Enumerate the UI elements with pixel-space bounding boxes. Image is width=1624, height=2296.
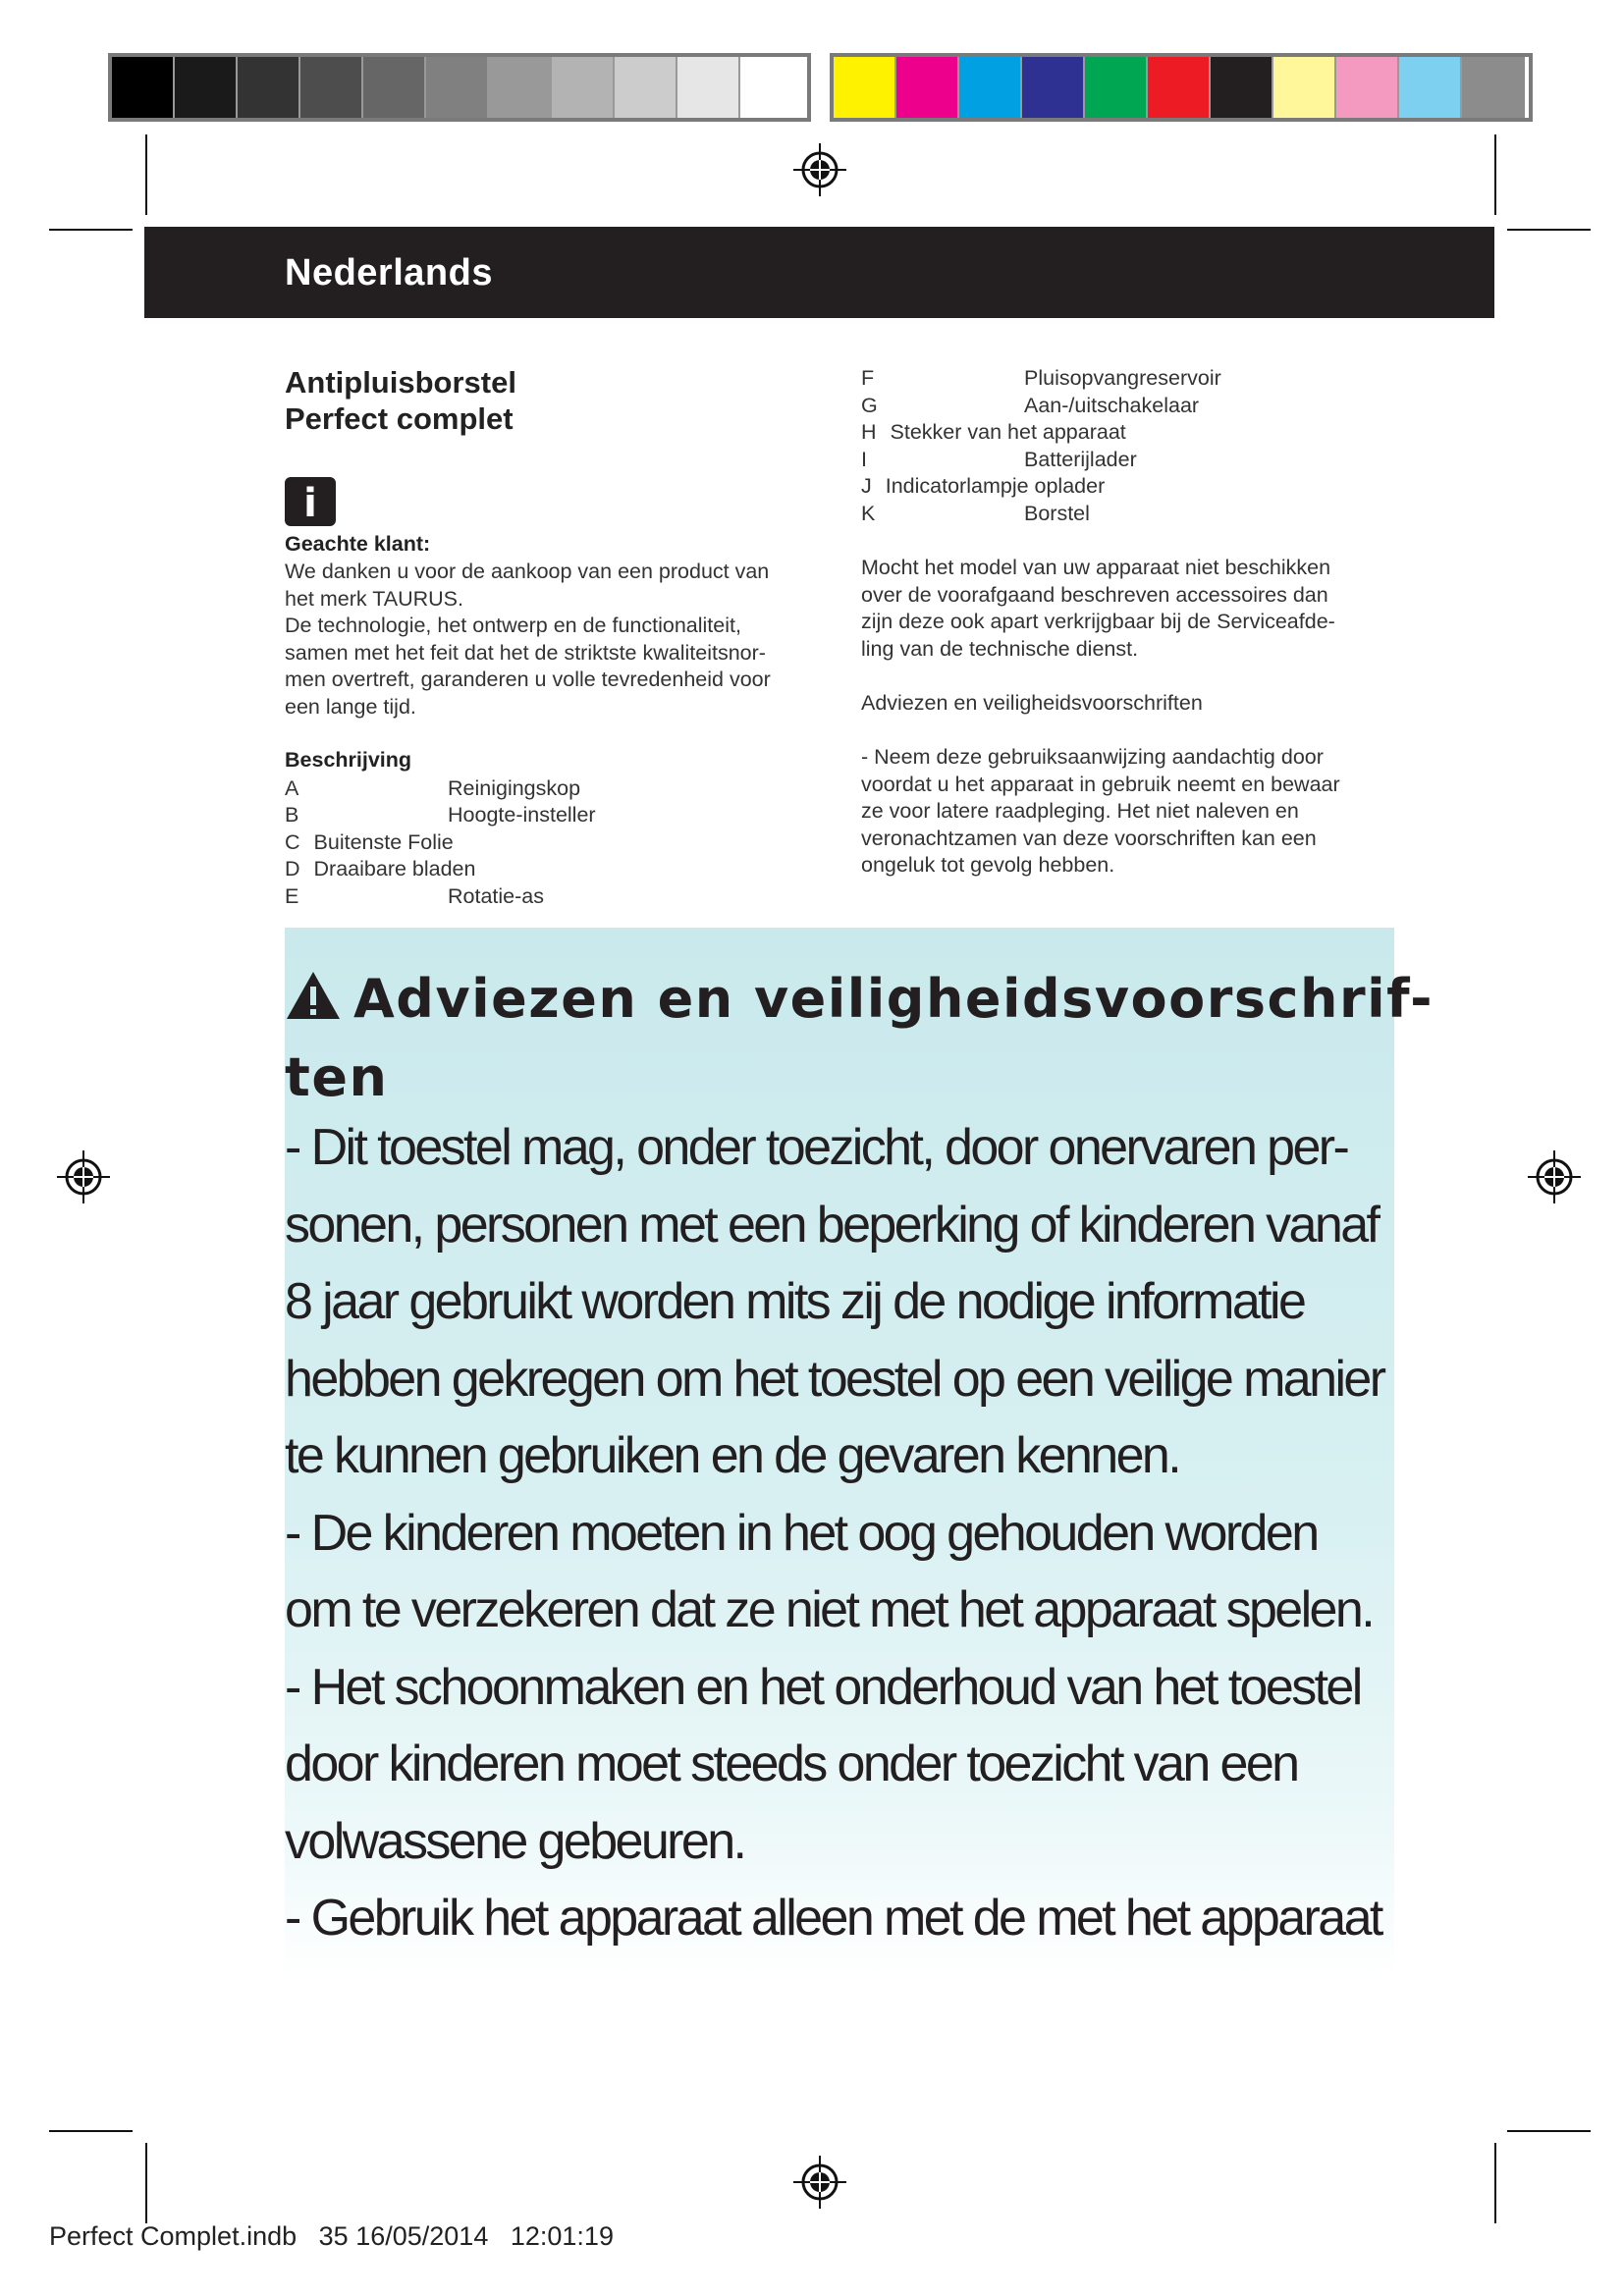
warning-triangle-icon [285,970,342,1021]
color-swatch [1148,57,1211,118]
gray-swatch [677,57,740,118]
list-item: C Buitenste Folie [285,830,454,854]
accessories-note: Mocht het model van uw apparaat niet beschikken over de voorafgaand beschreven accessoires dan zijn deze ook apart verkrijgbaar bij de Serviceafde- ling van de technische dienst. [861,556,1335,661]
color-swatch [1085,57,1148,118]
description-heading: Beschrijving [285,748,412,772]
list-item: I Batterijlader [861,448,1137,471]
gray-swatch [112,57,175,118]
list-item: D Draaibare bladen [285,857,476,881]
color-swatch [1273,57,1336,118]
intro-text: We danken u voor de aankoop van een product van het merk TAURUS. De technologie, het ontwerp en de functionaliteit, samen met het feit dat het de striktste kwaliteitsnor- men overtreft, garanderen u volle tevredenheid voor een lange tijd. [285,560,771,719]
color-swatch [1211,57,1273,118]
warning-title: Adviezen en veiligheidsvoorschrif- ten [285,968,1435,1108]
gray-swatch [238,57,300,118]
registration-mark-icon [57,1150,110,1203]
gray-swatch [552,57,615,118]
crop-mark [1507,229,1591,231]
info-icon: i [285,477,336,526]
list-item: H Stekker van het apparaat [861,420,1126,444]
language-title: Nederlands [285,252,493,294]
color-swatch [834,57,896,118]
grayscale-bar [108,53,811,122]
gray-swatch [615,57,677,118]
product-title-line2: Perfect complet [285,401,514,436]
registration-mark-icon [1528,1150,1581,1203]
gray-swatch [489,57,552,118]
crop-mark [49,2130,133,2132]
list-item: E Rotatie-as [285,884,544,908]
list-item: J Indicatorlampje oplader [861,474,1106,498]
list-item: G Aan-/uitschakelaar [861,394,1200,417]
safety-intro-text: - Neem deze gebruiksaanwijzing aandachtig door voordat u het apparaat in gebruik neemt en bewaar ze voor latere raadpleging. Het niet naleven en veronachtzamen van deze voorschriften kan een ongeluk tot gevolg hebben. [861,745,1340,877]
color-swatch [1022,57,1085,118]
list-item: K Borstel [861,502,1090,525]
safety-heading-small: Adviezen en veiligheidsvoorschriften [861,691,1203,715]
crop-mark [1494,134,1496,215]
list-item: A Reinigingskop [285,776,581,800]
color-swatch [1399,57,1462,118]
gray-swatch [175,57,238,118]
color-bar [830,53,1533,122]
registration-mark-icon [793,2156,846,2209]
color-swatch [1462,57,1525,118]
language-header [144,227,1494,318]
product-title-line1: Antipluisborstel [285,365,516,400]
crop-mark [1507,2130,1591,2132]
registration-mark-icon [793,143,846,196]
gray-swatch [426,57,489,118]
gray-swatch [740,57,803,118]
list-item: F Pluisopvangreservoir [861,366,1221,390]
print-slug: Perfect Complet.indb 35 16/05/2014 12:01:19 [49,2221,614,2251]
gray-swatch [363,57,426,118]
crop-mark [145,2143,147,2223]
color-swatch [1336,57,1399,118]
warning-text: - Dit toestel mag, onder toezicht, door onervaren per- sonen, personen met een beperking of kinderen vanaf 8 jaar gebruikt worden mits zij de nodige informatie hebben gekregen om het toestel op een veilige manier te kunnen gebruiken en de gevaren kennen. - De kinderen moeten in het oog gehouden worden om te verzekeren dat ze niet met het apparaat spelen. - Het schoonmaken en het onderhoud van het toestel door kinderen moet steeds onder toezicht van een volwassene gebeuren. - Gebruik het apparaat alleen met de met het apparaat [285,1119,1384,1947]
list-item: B Hoogte-insteller [285,803,596,827]
gray-swatch [300,57,363,118]
color-swatch [896,57,959,118]
crop-mark [1494,2143,1496,2223]
crop-mark [49,229,133,231]
greeting: Geachte klant: [285,532,431,556]
crop-mark [145,134,147,215]
color-swatch [959,57,1022,118]
